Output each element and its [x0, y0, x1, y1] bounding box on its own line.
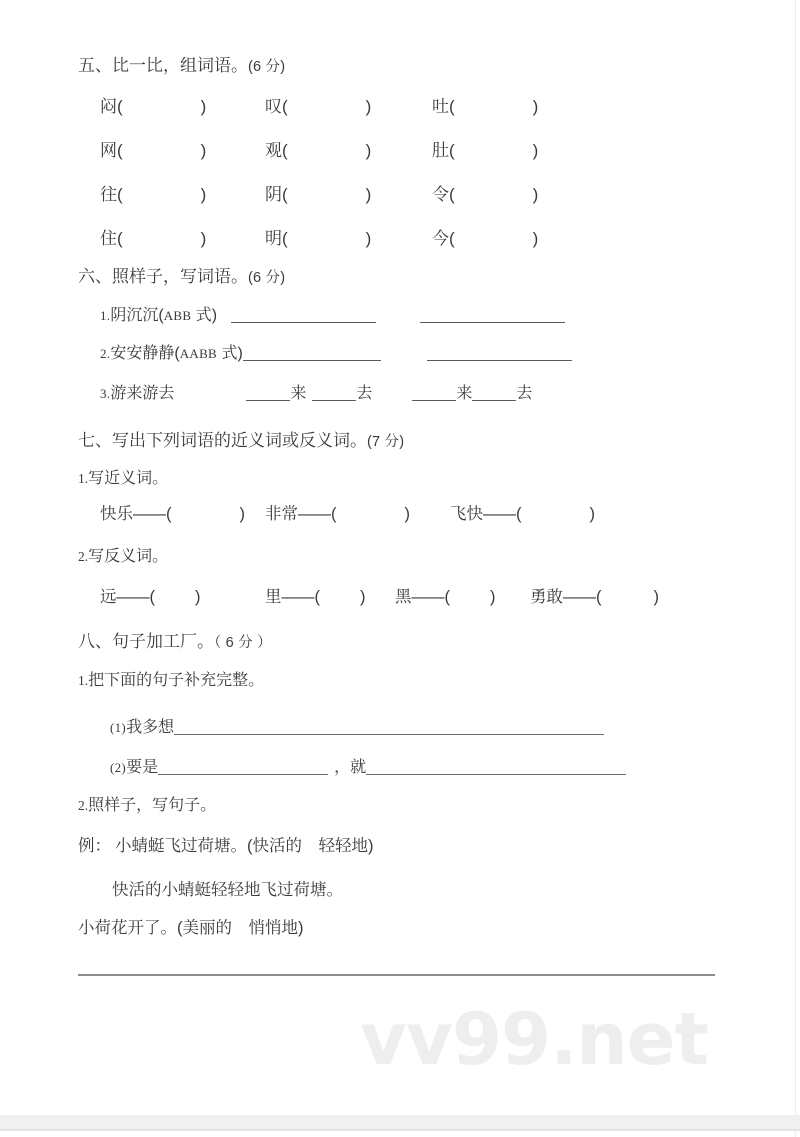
- section-five-heading: [78, 57, 285, 75]
- dash: ——: [563, 588, 596, 606]
- section-eight-title: 八、句子加工厂。: [78, 632, 214, 651]
- answer-blank[interactable]: [158, 758, 328, 775]
- pattern-code: ABB: [163, 308, 192, 324]
- paren-close: ): [200, 229, 207, 248]
- fill-char: 去: [356, 385, 373, 403]
- synonym-item: [100, 506, 245, 523]
- synonym-word: 快乐: [100, 505, 133, 523]
- paren-close: ): [360, 588, 366, 606]
- section-eight-exercise: [78, 920, 304, 937]
- item-number: 3.: [100, 386, 111, 402]
- paren-close: ): [589, 505, 595, 523]
- paren-close: ): [653, 588, 659, 606]
- pair-cell: [100, 98, 206, 115]
- paren-open: (: [449, 97, 455, 116]
- paren-open: (: [449, 229, 455, 248]
- section-five-title: 五、比一比，组词语。: [78, 56, 248, 75]
- section-six-item-1: [100, 306, 565, 324]
- section-eight-fill-2: [110, 758, 626, 776]
- answer-blank[interactable]: [246, 384, 290, 401]
- pair-char: 阴: [265, 185, 282, 204]
- synonym-word: 飞快: [450, 505, 483, 523]
- dash: ——: [483, 505, 516, 523]
- item-word: 游来游去: [110, 385, 175, 403]
- page-bottom-band: [0, 1115, 800, 1129]
- exercise-sentence-text: 小荷花开了。(美丽的 悄悄地): [78, 919, 304, 937]
- section-seven-sub-1: [78, 471, 168, 487]
- section-seven-sub-2: [78, 549, 168, 565]
- sub-number: 2.: [78, 549, 89, 564]
- paren-close: ): [195, 588, 201, 606]
- sub-number: 2.: [78, 798, 89, 813]
- sub-label: 写反义词。: [88, 548, 169, 565]
- pair-cell: [265, 142, 371, 159]
- paren-close: ): [200, 141, 207, 160]
- section-divider-rule: [78, 974, 715, 976]
- antonym-word: 勇敢: [530, 588, 563, 606]
- section-six-title: 六、照样子，写词语。: [78, 267, 248, 286]
- example-answer-text: 快活的小蜻蜓轻轻地飞过荷塘。: [112, 881, 343, 899]
- fill-char: 来: [456, 385, 473, 403]
- answer-blank[interactable]: [427, 344, 572, 361]
- paren-open: (: [117, 229, 123, 248]
- paren-open: (: [449, 141, 455, 160]
- section-eight-fill-1: [110, 718, 604, 736]
- section-six-item-2: [100, 344, 572, 362]
- section-eight-example-answer: [112, 882, 343, 899]
- section-six-points: (6 分): [248, 270, 286, 286]
- paren-open: (: [166, 505, 172, 523]
- paren-close: ): [404, 505, 410, 523]
- fill-char: 来: [290, 385, 307, 403]
- paren-close: ): [239, 505, 245, 523]
- section-seven-points: (7 分): [367, 434, 405, 450]
- site-watermark: vv99.net: [360, 997, 708, 1081]
- item-pattern: (ABB 式): [158, 307, 218, 325]
- answer-blank[interactable]: [472, 384, 516, 401]
- paren-open: (: [117, 185, 123, 204]
- dash: ——: [411, 588, 445, 606]
- item-number: 1.: [100, 308, 111, 324]
- pair-char: 往: [100, 185, 117, 204]
- dash: ——: [298, 505, 331, 523]
- paren-open: (: [282, 185, 288, 204]
- item-word: 阴沉沉: [110, 307, 159, 325]
- antonym-word: 远: [100, 588, 117, 606]
- pair-cell: [100, 142, 206, 159]
- answer-blank[interactable]: [366, 758, 626, 775]
- paren-open: (: [444, 588, 450, 606]
- pair-char: 明: [265, 229, 282, 248]
- paren-close: ): [365, 185, 372, 204]
- dash: ——: [116, 588, 150, 606]
- answer-blank[interactable]: [420, 306, 565, 323]
- pair-cell: [100, 230, 206, 247]
- section-eight-heading: [78, 633, 272, 651]
- paren-open: (: [596, 588, 602, 606]
- sub-number: 1.: [78, 673, 89, 688]
- item-marker: (2): [110, 760, 127, 776]
- section-seven-heading: [78, 432, 404, 450]
- pair-cell: [100, 186, 206, 203]
- page-bottom-line: [0, 1129, 800, 1131]
- fill-char: 去: [516, 385, 533, 403]
- answer-blank[interactable]: [174, 718, 604, 735]
- pair-char: 叹: [265, 97, 282, 116]
- answer-blank[interactable]: [231, 306, 376, 323]
- example-label: 例：: [78, 837, 111, 855]
- paren-close: ): [532, 141, 539, 160]
- sub-number: 1.: [78, 471, 89, 486]
- paren-close: ): [490, 588, 496, 606]
- pair-char: 住: [100, 229, 117, 248]
- sub-label: 照样子，写句子。: [88, 797, 217, 814]
- antonym-word: 黑: [395, 588, 412, 606]
- pair-char: 令: [432, 185, 449, 204]
- antonym-item: [265, 589, 366, 606]
- paren-open: (: [331, 505, 337, 523]
- paren-open: (: [516, 505, 522, 523]
- section-eight-example: [78, 838, 374, 855]
- item-word: 安安静静: [110, 345, 175, 363]
- pair-char: 肚: [432, 141, 449, 160]
- pair-cell: [432, 98, 538, 115]
- paren-close: ): [532, 97, 539, 116]
- answer-blank[interactable]: [312, 384, 356, 401]
- synonym-item: [265, 506, 410, 523]
- pair-cell: [432, 142, 538, 159]
- paren-close: ): [365, 97, 372, 116]
- pair-cell: [432, 186, 538, 203]
- paren-open: (: [282, 97, 288, 116]
- pair-cell: [265, 98, 371, 115]
- antonym-word: 里: [265, 588, 282, 606]
- antonym-item: [100, 589, 201, 606]
- item-mid-text: ，就: [334, 759, 367, 777]
- synonym-item: [450, 506, 595, 523]
- pair-char: 观: [265, 141, 282, 160]
- item-number: 2.: [100, 346, 111, 362]
- pair-char: 吐: [432, 97, 449, 116]
- paren-open: (: [149, 588, 155, 606]
- page-right-edge: [795, 0, 796, 1137]
- paren-open: (: [117, 97, 123, 116]
- item-text: 我多想: [126, 719, 175, 737]
- answer-blank[interactable]: [243, 344, 381, 361]
- pair-cell: [265, 186, 371, 203]
- antonym-item: [395, 589, 496, 606]
- section-seven-title: 七、写出下列词语的近义词或反义词。: [78, 431, 367, 450]
- pattern-code: AABB: [179, 346, 218, 362]
- paren-close: ): [200, 185, 207, 204]
- paren-close: ): [532, 185, 539, 204]
- section-five-points: (6 分): [248, 59, 286, 75]
- item-marker: (1): [110, 720, 127, 736]
- paren-open: (: [314, 588, 320, 606]
- pair-char: 网: [100, 141, 117, 160]
- paren-open: (: [449, 185, 455, 204]
- example-sentence: 小蜻蜓飞过荷塘。(快活的 轻轻地): [115, 837, 374, 855]
- antonym-item: [530, 589, 659, 606]
- dash: ——: [281, 588, 315, 606]
- pair-char: 今: [432, 229, 449, 248]
- paren-close: ): [532, 229, 539, 248]
- section-eight-sub-2: [78, 798, 216, 814]
- section-six-item-3: [100, 384, 532, 402]
- section-eight-sub-1: [78, 673, 264, 689]
- paren-open: (: [282, 141, 288, 160]
- answer-blank[interactable]: [412, 384, 456, 401]
- pair-char: 闷: [100, 97, 117, 116]
- section-eight-points: （ 6 分 ）: [214, 635, 272, 651]
- paren-close: ): [365, 141, 372, 160]
- pair-cell: [432, 230, 538, 247]
- pair-cell: [265, 230, 371, 247]
- sub-label: 写近义词。: [88, 470, 169, 487]
- section-six-heading: [78, 268, 285, 286]
- dash: ——: [133, 505, 166, 523]
- paren-close: ): [365, 229, 372, 248]
- item-text: 要是: [126, 759, 159, 777]
- paren-close: ): [200, 97, 207, 116]
- paren-open: (: [117, 141, 123, 160]
- synonym-word: 非常: [265, 505, 298, 523]
- item-pattern: (AABB 式): [174, 345, 243, 363]
- paren-open: (: [282, 229, 288, 248]
- sub-label: 把下面的句子补充完整。: [88, 672, 265, 689]
